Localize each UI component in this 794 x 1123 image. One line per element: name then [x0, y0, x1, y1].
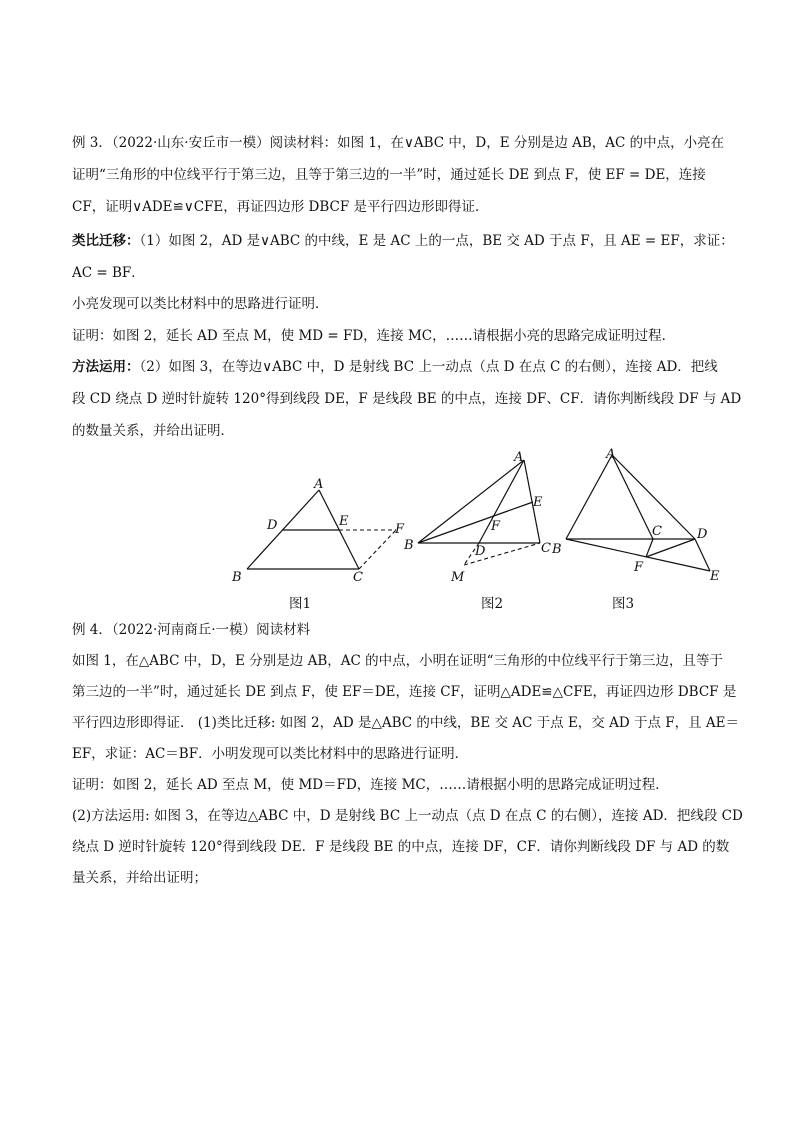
segment-AB — [566, 455, 612, 539]
text-line: 段 CD 绕点 D 逆时针旋转 120°得到线段 DE，F 是线段 BE 的中点，连接 DF、CF．请你判断线段 DF 与 AD — [72, 391, 742, 407]
text-line: 证明“三角形的中位线平行于第三边，且等于第三边的一半”时，通过延长 DE 到点 F，使 EF = DE，连接 — [72, 167, 706, 183]
text-line: 小亮发现可以类比材料中的思路进行证明． — [72, 296, 329, 312]
point-label-C: C — [652, 524, 662, 539]
point-label-A: A — [314, 477, 324, 492]
segment-CF — [359, 530, 396, 569]
figure-3 — [550, 443, 730, 588]
text-line: AC = BF． — [72, 265, 145, 281]
text-line: 如图 1，在△ABC 中，D，E 分别是边 AB，AC 的中点，小明在证明“三角形的中位线平行于第三边，且等于 — [72, 653, 724, 669]
text-line: 绕点 D 逆时针旋转 120°得到线段 DE．F 是线段 BE 的中点，连接 DF，CF．请你判断线段 DF 与 AD 的数 — [72, 839, 730, 855]
point-label-F: F — [395, 522, 405, 537]
segment-AC — [612, 455, 653, 539]
text-line: 平行四边形即得证． (1)类比迁移: 如图 2，AD 是△ABC 的中线，BE 交 AC 于点 E，交 AD 于点 F，且 AE＝ — [72, 715, 740, 731]
point-label-C: C — [353, 570, 363, 585]
segment-AD — [479, 460, 524, 543]
method-label: 方法运用： — [72, 359, 140, 375]
figure-2-caption: 图2 — [481, 596, 504, 612]
text-line: 的数量关系，并给出证明． — [72, 423, 234, 439]
example-3-intro — [72, 127, 724, 223]
text-line: CF，证明∨ADE≌∨CFE，再证四边形 DBCF 是平行四边形即得证． — [72, 199, 489, 215]
method-text: （2）如图 3，在等边∨ABC 中，D 是射线 BC 上一动点（点 D 在点 C 的右侧），连接 AD．把线 — [139, 359, 718, 375]
example-3-note — [72, 288, 724, 352]
point-label-D: D — [697, 527, 708, 542]
point-label-A: A — [514, 450, 524, 465]
text-line — [72, 351, 724, 383]
point-label-B: B — [552, 542, 562, 557]
text-line: 第三边的一半”时，通过延长 DE 到点 F，使 EF＝DE，连接 CF，证明△ADE≌△CFE，再证四边形 DBCF 是 — [72, 684, 737, 700]
text-line: EF，求证：AC＝BF．小明发现可以类比材料中的思路进行证明． — [72, 746, 469, 762]
example-3-analogy — [72, 225, 734, 289]
figure-1-caption: 图1 — [289, 596, 312, 612]
example-3-method — [72, 351, 742, 447]
text-line: 例 3．（2022·山东·安丘市一模）阅读材料：如图 1，在∨ABC 中，D，E 分别是边 AB，AC 的中点，小亮在 — [72, 135, 725, 151]
segment-DF — [646, 539, 695, 557]
segment-AB — [418, 460, 524, 543]
text-line: 证明：如图 2，延长 AD 至点 M，使 MD = FD，连接 MC，……请根据小亮的思路完成证明过程． — [72, 328, 676, 344]
point-label-C: C — [541, 541, 551, 556]
figure-2 — [400, 445, 570, 590]
point-label-A: A — [606, 447, 616, 462]
point-label-E: E — [710, 569, 720, 584]
figure-1 — [225, 470, 415, 590]
point-label-E: E — [339, 514, 349, 529]
segment-BE — [418, 502, 533, 543]
segment-DE — [695, 539, 710, 571]
point-label-F: F — [634, 560, 644, 575]
example-4 — [72, 615, 743, 894]
text-line: (2)方法运用: 如图 3，在等边△ABC 中，D 是射线 BC 上一动点（点 D 在点 C 的右侧），连接 AD．把线段 CD — [72, 808, 743, 824]
text-line — [72, 225, 734, 257]
analogy-text: （1）如图 2，AD 是∨ABC 的中线，E 是 AC 上的一点，BE 交 AD 于点 F，且 AE = EF，求证： — [139, 233, 734, 249]
point-label-D: D — [267, 518, 278, 533]
point-label-D: D — [475, 544, 486, 559]
figure-3-caption: 图3 — [612, 596, 635, 612]
point-label-F: F — [491, 519, 501, 534]
text-line: 证明：如图 2，延长 AD 至点 M，使 MD＝FD，连接 MC，……请根据小明的思路完成证明过程． — [72, 777, 669, 793]
analogy-label: 类比迁移： — [72, 233, 140, 249]
text-line: 例 4．（2022·河南商丘·一模）阅读材料 — [72, 622, 311, 638]
text-line: 量关系，并给出证明； — [72, 870, 207, 886]
point-label-M: M — [451, 570, 465, 585]
point-label-E: E — [533, 495, 543, 510]
point-label-B: B — [232, 570, 242, 585]
point-label-B: B — [404, 538, 414, 553]
